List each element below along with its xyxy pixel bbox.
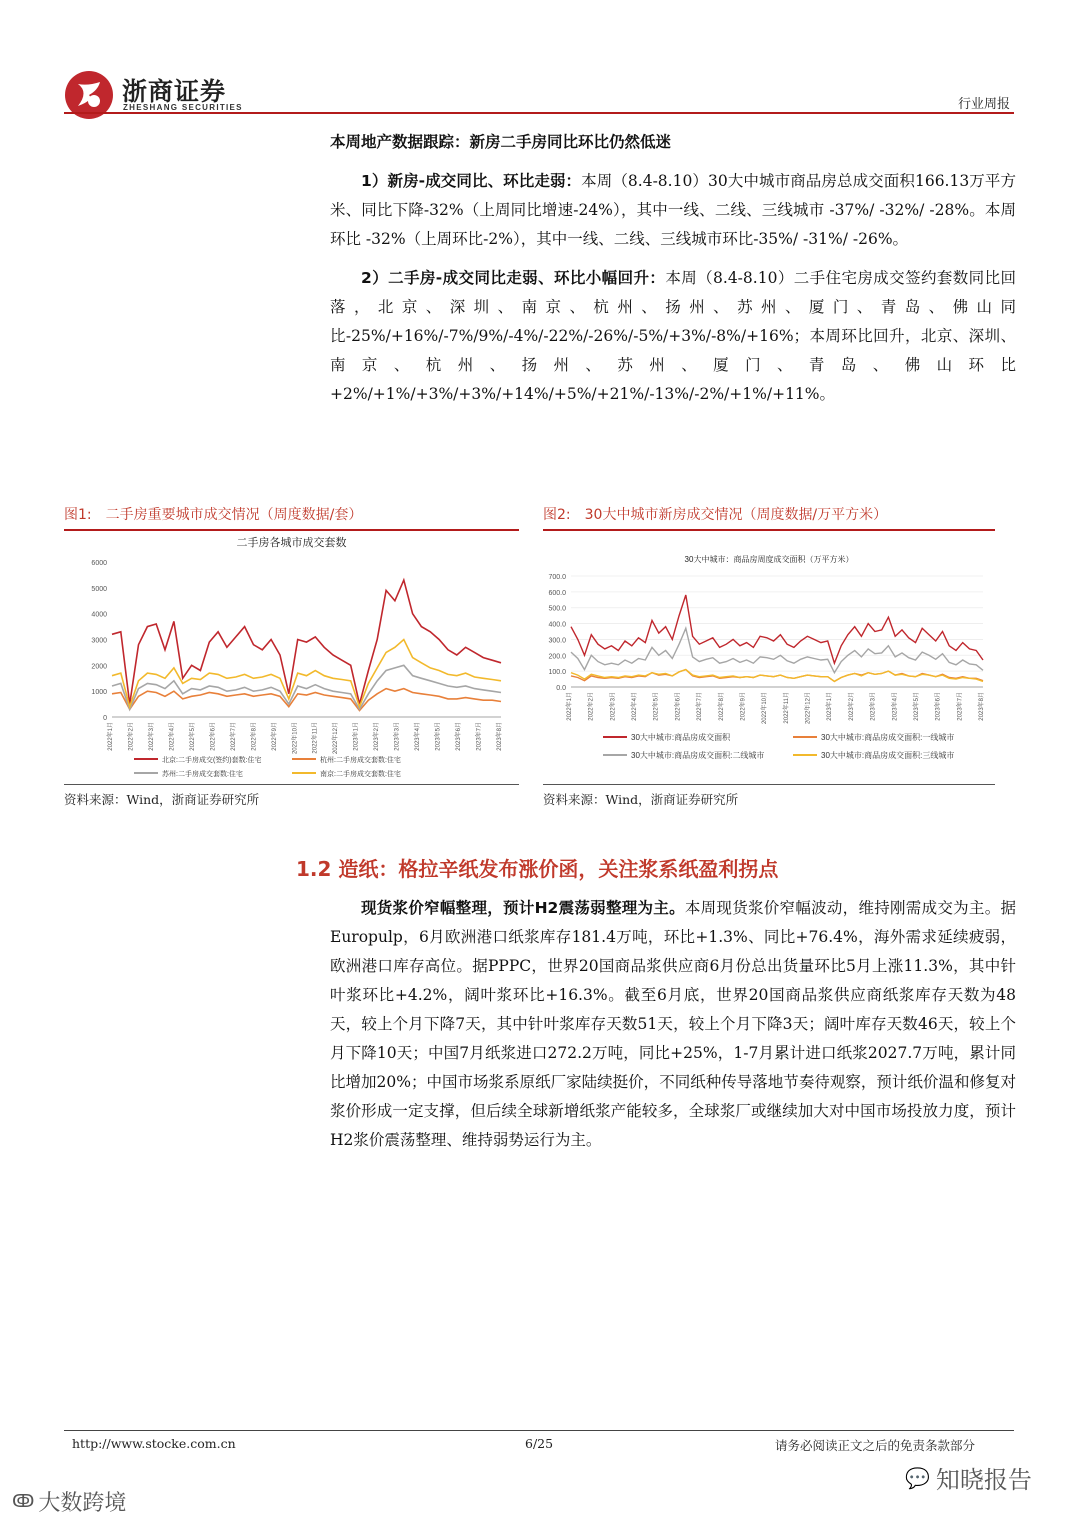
x-tick-label: 2023年2月	[848, 692, 855, 721]
figure1-caption: 图1: 二手房重要城市成交情况（周度数据/套）	[64, 507, 363, 523]
x-tick-label: 2022年8月	[718, 692, 725, 721]
document-type: 行业周报	[957, 97, 1010, 112]
paper-section	[330, 894, 1016, 1165]
x-tick-label: 2023年7月	[476, 722, 483, 751]
paper-lead: 现货浆价窄幅整理，预计H2震荡弱整理为主。	[361, 899, 685, 917]
x-tick-label: 2022年9月	[740, 692, 747, 721]
chart-secondhand-housing	[64, 532, 519, 782]
paper-text: 本周现货浆价窄幅波动，维持刚需成交为主。据Europulp，6月欧洲港口纸浆库存181.4万吨，环比+1.3%、同比+76.4%，海外需求延续疲弱，欧洲港口库存高位。据PPPC，世界20国商品浆供应商6月份总出货量环比5月上涨11.3%，其中针叶浆环比+4.2%，阔叶浆环比+16.3%。截至6月底，世界20国商品浆供应商纸浆库存天数为48天，较上个月下降7天，其中针叶浆库存天数51天，较上个月下降3天；阔叶库存天数46天，较上个月下降10天；中国7月纸浆进口272.2万吨，同比+25%，1-7月累计进口纸浆2027.7万吨，累计同比增加20%；中国市场浆系原纸厂家陆续挺价，不同纸种传导落地节奏待观察，预计纸价温和修复对浆价形成一定支撑，但后续全球新增纸浆产能较多，全球浆厂或继续加大对中国市场投放力度，预计H2浆价震荡整理、维持弱势运行为主。	[330, 899, 1016, 1149]
x-tick-label: 2023年6月	[456, 722, 463, 751]
x-tick-label: 2023年5月	[435, 722, 442, 751]
x-tick-label: 2022年3月	[610, 692, 617, 721]
y-tick-label: 5000	[91, 585, 107, 593]
legend-label: 苏州:二手房成交套数:住宅	[162, 771, 243, 778]
p1-text: 本周（8.4-8.10）30大中城市商品房总成交面积166.13万平方米、同比下降-32%（上周同比增速-24%），其中一线、二线、三线城市 -37%/ -32%/ -28%。本周环比 -32%（上周环比-2%），其中一线、二线、三线城市环比-35%/ -31%/ -26%。	[330, 172, 1016, 248]
x-tick-label: 2023年1月	[353, 722, 360, 751]
x-tick-label: 2023年8月	[497, 722, 503, 751]
wechat-icon: 💬	[905, 1465, 930, 1490]
footer-page-number: 6/25	[525, 1436, 554, 1451]
y-tick-label: 1000	[91, 689, 107, 697]
y-tick-label: 300.0	[548, 637, 566, 645]
y-tick-label: 600.0	[548, 589, 566, 597]
legend-label: 杭州:二手房成交套数:住宅	[320, 757, 401, 764]
x-tick-label: 2023年4月	[415, 722, 422, 751]
x-tick-label: 2022年2月	[128, 722, 135, 751]
x-tick-label: 2023年4月	[892, 692, 899, 721]
figure1-source: 资料来源：Wind，浙商证券研究所	[64, 792, 260, 807]
realestate-paragraph-2	[330, 264, 1016, 409]
p2-lead: 2）二手房-成交同比走弱、环比小幅回升：	[361, 269, 666, 287]
watermark-left	[12, 1486, 126, 1517]
x-tick-label: 2022年1月	[108, 722, 114, 751]
x-tick-label: 2023年3月	[870, 692, 877, 721]
x-tick-label: 2022年4月	[632, 692, 639, 721]
x-tick-label: 2022年7月	[230, 722, 237, 751]
p1-lead: 1）新房-成交同比、环比走弱：	[361, 172, 582, 190]
x-tick-label: 2022年12月	[333, 722, 340, 755]
legend-label: 30大中城市:商品房成交面积:一线城市	[821, 733, 955, 742]
brand-name-en: ZHESHANG SECURITIES	[123, 103, 243, 112]
footer-disclaimer: 请务必阅读正文之后的免责条款部分	[775, 1438, 976, 1453]
brand-name: 浙商证券	[122, 77, 227, 106]
figure1-bottom-line	[64, 784, 519, 785]
x-tick-label: 2022年10月	[762, 692, 769, 725]
y-tick-label: 0.0	[556, 685, 566, 692]
series-line-2	[112, 689, 501, 711]
series-line-3	[571, 628, 983, 672]
x-tick-label: 2022年1月	[567, 692, 573, 721]
x-tick-label: 2023年1月	[827, 692, 834, 721]
y-tick-label: 500.0	[548, 605, 566, 613]
x-tick-label: 2022年5月	[653, 692, 660, 721]
x-tick-label: 2022年11月	[783, 692, 790, 724]
figure1-divider	[64, 529, 519, 531]
realestate-section	[330, 128, 1016, 419]
y-tick-label: 0	[103, 715, 107, 722]
paper-paragraph	[330, 894, 1016, 1155]
y-tick-label: 6000	[91, 560, 107, 567]
chart-title: 二手房各城市成交套数	[236, 537, 347, 549]
x-tick-label: 2022年4月	[169, 722, 176, 751]
x-tick-label: 2022年7月	[697, 692, 704, 721]
x-tick-label: 2022年6月	[210, 722, 217, 751]
figure2-divider	[543, 529, 995, 531]
x-tick-label: 2022年3月	[148, 722, 155, 751]
series-line-1	[112, 580, 501, 704]
x-tick-label: 2022年2月	[588, 692, 595, 721]
x-tick-label: 2022年5月	[189, 722, 196, 751]
y-tick-label: 200.0	[548, 653, 566, 661]
footer-divider	[64, 1430, 1014, 1431]
chart-title: 30大中城市：商品房周度成交面积（万平方米）	[684, 555, 854, 564]
chart-newhouse-area	[543, 532, 995, 782]
realestate-heading: 本周地产数据跟踪：新房二手房同比环比仍然低迷	[330, 133, 672, 151]
y-tick-label: 2000	[91, 663, 107, 671]
x-tick-label: 2022年12月	[805, 692, 812, 725]
watermark-right-text: 知晓报告	[935, 1466, 1032, 1494]
legend-label: 北京:二手房成交(签约)套数:住宅	[162, 757, 262, 764]
figure2-bottom-line	[543, 784, 995, 785]
section-heading-paper: 1.2 造纸：格拉辛纸发布涨价函，关注浆系纸盈利拐点	[296, 857, 779, 881]
x-tick-label: 2023年7月	[957, 692, 964, 721]
y-tick-label: 700.0	[548, 574, 566, 581]
footer-url[interactable]: http://www.stocke.com.cn	[72, 1436, 236, 1451]
x-tick-label: 2022年6月	[675, 692, 682, 721]
x-tick-label: 2023年3月	[394, 722, 401, 751]
x-tick-label: 2022年10月	[292, 722, 299, 755]
x-tick-label: 2022年9月	[271, 722, 278, 751]
watermark-left-text: 大数跨境	[38, 1491, 127, 1516]
x-tick-label: 2023年8月	[979, 692, 985, 721]
figure2-caption: 图2: 30大中城市新房成交情况（周度数据/万平方米）	[543, 507, 888, 523]
p2-text: 本周（8.4-8.10）二手住宅房成交签约套数同比回落，北京、深圳、南京、杭州、扬州、苏州、厦门、青岛、佛山同比-25%/+16%/-7%/9%/-4%/-22%/-26%/-5%/+3%/-8%/+16%；本周环比回升，北京、深圳、南京、杭州、扬州、苏州、厦门、青岛、佛山环比+2%/+1%/+3%/+3%/+14%/+5%/+21%/-13%/-2%/+1%/+11%。	[330, 269, 1016, 403]
x-tick-label: 2023年5月	[913, 692, 920, 721]
x-tick-label: 2022年8月	[251, 722, 258, 751]
y-tick-label: 400.0	[548, 621, 566, 629]
watermark-right	[905, 1460, 1032, 1495]
y-tick-label: 4000	[91, 611, 107, 619]
legend-label: 30大中城市:商品房成交面积:三线城市	[821, 751, 955, 760]
y-tick-label: 100.0	[548, 669, 566, 677]
watermark-logo-icon: ↂ	[12, 1491, 35, 1512]
realestate-paragraph-1	[330, 167, 1016, 254]
legend-label: 南京:二手房成交套数:住宅	[320, 771, 401, 778]
legend-label: 30大中城市:商品房成交面积:二线城市	[631, 751, 765, 760]
figure2-source: 资料来源：Wind，浙商证券研究所	[543, 792, 739, 807]
y-tick-label: 3000	[91, 637, 107, 645]
x-tick-label: 2023年2月	[374, 722, 381, 751]
x-tick-label: 2022年11月	[312, 722, 319, 754]
x-tick-label: 2023年6月	[935, 692, 942, 721]
header-divider	[64, 112, 1014, 114]
legend-label: 30大中城市:商品房成交面积	[631, 733, 731, 742]
